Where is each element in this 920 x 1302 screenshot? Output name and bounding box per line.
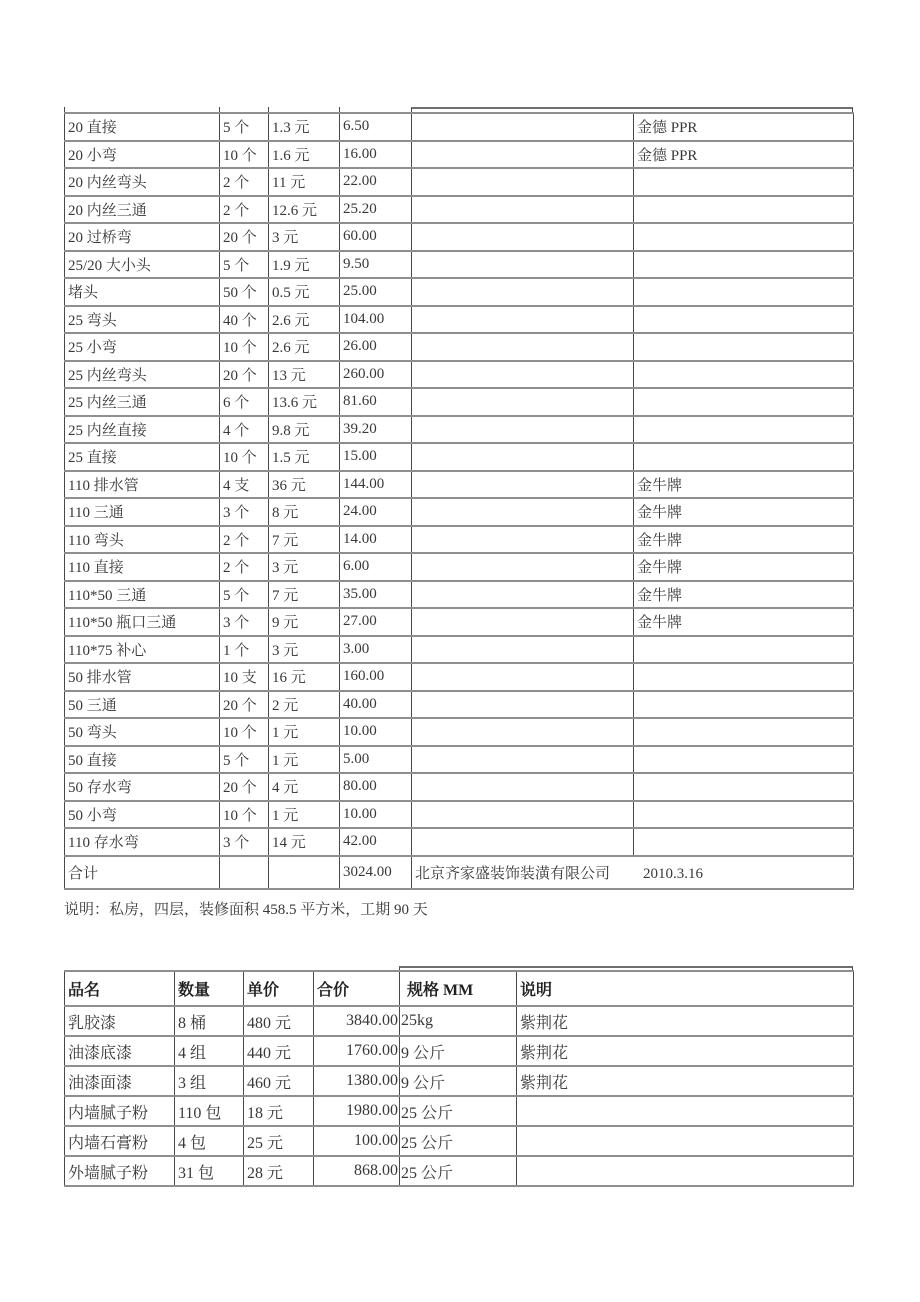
company-and-date-cell <box>412 856 854 889</box>
header-item-name: 品名 <box>65 971 175 1006</box>
cell-spec: 25 公斤 <box>400 1126 517 1156</box>
cell-item-name: 内墙石膏粉 <box>65 1126 175 1156</box>
cell-brand <box>634 306 854 334</box>
cell-quantity: 50 个 <box>220 278 269 306</box>
table-row <box>65 746 854 774</box>
cell-quantity: 6 个 <box>220 388 269 416</box>
table-row <box>65 1006 854 1036</box>
cell-quantity: 10 个 <box>220 333 269 361</box>
cell-quantity: 3 个 <box>220 828 269 856</box>
table-row <box>65 773 854 801</box>
cell-amount: 260.00 <box>340 361 412 389</box>
cell-brand <box>634 388 854 416</box>
cell-quantity: 2 个 <box>220 553 269 581</box>
cell-quantity: 3 个 <box>220 608 269 636</box>
cell-spec <box>412 113 634 141</box>
table-row <box>65 691 854 719</box>
table-row <box>65 526 854 554</box>
cell-spec <box>412 223 634 251</box>
cell-unit-price: 1 元 <box>269 718 340 746</box>
cell-spec <box>412 608 634 636</box>
table-row <box>65 168 854 196</box>
cell-item-name: 110 三通 <box>65 498 220 526</box>
cell-brand <box>634 801 854 829</box>
cell-amount: 22.00 <box>340 168 412 196</box>
cell-item-name: 25 弯头 <box>65 306 220 334</box>
cell-brand <box>634 773 854 801</box>
cell-unit-price: 1 元 <box>269 801 340 829</box>
cell-unit-price: 1.6 元 <box>269 141 340 169</box>
cell-spec: 9 公斤 <box>400 1066 517 1096</box>
cell-item-name: 油漆面漆 <box>65 1066 175 1096</box>
cell-item-name: 50 直接 <box>65 746 220 774</box>
cell-amount: 16.00 <box>340 141 412 169</box>
cell-unit-price: 9 元 <box>269 608 340 636</box>
cell-quantity: 2 个 <box>220 168 269 196</box>
table-row <box>65 361 854 389</box>
header-quantity: 数量 <box>175 971 244 1006</box>
total-amount: 3024.00 <box>340 856 412 889</box>
cell-unit-price: 36 元 <box>269 471 340 499</box>
header-amount: 合价 <box>314 971 400 1006</box>
cell-unit-price: 3 元 <box>269 223 340 251</box>
cell-spec: 25 公斤 <box>400 1156 517 1186</box>
cell-note: 紫荆花 <box>517 1006 854 1036</box>
cell-quantity: 20 个 <box>220 691 269 719</box>
cell-brand: 金牛牌 <box>634 471 854 499</box>
company-name: 北京齐家盛装饰装潢有限公司 <box>415 865 611 882</box>
cell-item-name: 50 排水管 <box>65 663 220 691</box>
cell-item-name: 25 内丝直接 <box>65 416 220 444</box>
cell-quantity: 10 支 <box>220 663 269 691</box>
cell-brand: 金牛牌 <box>634 526 854 554</box>
cell-unit-price: 440 元 <box>244 1036 314 1066</box>
table-row <box>65 718 854 746</box>
header-spec: 规格 MM <box>400 971 517 1006</box>
table-row <box>65 278 854 306</box>
cell-spec: 9 公斤 <box>400 1036 517 1066</box>
project-note: 说明：私房，四层，装修面积 458.5 平方米，工期 90 天 <box>64 902 428 918</box>
cell-item-name: 外墙腻子粉 <box>65 1156 175 1186</box>
cell-brand <box>634 636 854 664</box>
cell-amount: 25.20 <box>340 196 412 224</box>
cell-unit-price: 1.5 元 <box>269 443 340 471</box>
cell-brand <box>634 278 854 306</box>
cell-amount: 6.00 <box>340 553 412 581</box>
cell-quantity: 10 个 <box>220 141 269 169</box>
cell-brand <box>634 443 854 471</box>
cell-item-name: 50 存水弯 <box>65 773 220 801</box>
cell-item-name: 110 直接 <box>65 553 220 581</box>
cell-brand: 金牛牌 <box>634 498 854 526</box>
cell-brand: 金牛牌 <box>634 581 854 609</box>
cell-amount: 1380.00 <box>314 1066 400 1096</box>
cell-unit-price: 1 元 <box>269 746 340 774</box>
cell-item-name: 20 小弯 <box>65 141 220 169</box>
cell-amount: 9.50 <box>340 251 412 279</box>
cell-unit-price: 2.6 元 <box>269 333 340 361</box>
cell-quantity: 4 支 <box>220 471 269 499</box>
cell-unit-price: 480 元 <box>244 1006 314 1036</box>
cell-quantity: 5 个 <box>220 746 269 774</box>
cell-amount: 27.00 <box>340 608 412 636</box>
cell-spec <box>412 443 634 471</box>
cell-spec <box>412 581 634 609</box>
cell-brand <box>634 416 854 444</box>
cell-amount: 5.00 <box>340 746 412 774</box>
cell-item-name: 25 直接 <box>65 443 220 471</box>
cell-spec <box>412 553 634 581</box>
cell-amount: 35.00 <box>340 581 412 609</box>
cell-amount: 10.00 <box>340 718 412 746</box>
cell-item-name: 50 三通 <box>65 691 220 719</box>
header-unit-price: 单价 <box>244 971 314 1006</box>
cell-spec <box>412 388 634 416</box>
table-row <box>65 471 854 499</box>
cell-item-name: 25 小弯 <box>65 333 220 361</box>
cell-unit-price: 25 元 <box>244 1126 314 1156</box>
cell-quantity: 2 个 <box>220 196 269 224</box>
table-row <box>65 388 854 416</box>
cell-item-name: 25 内丝弯头 <box>65 361 220 389</box>
cell-amount: 1980.00 <box>314 1096 400 1126</box>
cell-item-name: 20 内丝三通 <box>65 196 220 224</box>
cell-brand: 金牛牌 <box>634 553 854 581</box>
table-row <box>65 828 854 856</box>
cell-unit-price: 13.6 元 <box>269 388 340 416</box>
table-row <box>65 306 854 334</box>
cell-spec <box>412 718 634 746</box>
table-row <box>65 1156 854 1186</box>
cell-brand: 金德 PPR <box>634 141 854 169</box>
cell-spec <box>412 361 634 389</box>
cell-spec <box>412 141 634 169</box>
table-row <box>65 1066 854 1096</box>
cell-item-name: 50 弯头 <box>65 718 220 746</box>
cell-amount: 1760.00 <box>314 1036 400 1066</box>
cell-amount: 3840.00 <box>314 1006 400 1036</box>
cell-quantity: 31 包 <box>175 1156 244 1186</box>
cell-quantity: 5 个 <box>220 113 269 141</box>
cell-quantity: 110 包 <box>175 1096 244 1126</box>
cell-item-name: 50 小弯 <box>65 801 220 829</box>
cell-brand <box>634 828 854 856</box>
cell-amount: 15.00 <box>340 443 412 471</box>
cell-amount: 60.00 <box>340 223 412 251</box>
cell-unit-price: 14 元 <box>269 828 340 856</box>
cell-unit-price: 1.9 元 <box>269 251 340 279</box>
cell-quantity: 3 组 <box>175 1066 244 1096</box>
cell-item-name: 20 直接 <box>65 113 220 141</box>
cell-unit-price: 4 元 <box>269 773 340 801</box>
cell-spec <box>412 636 634 664</box>
cell-item-name: 25 内丝三通 <box>65 388 220 416</box>
cell-spec <box>412 196 634 224</box>
cell-quantity: 20 个 <box>220 361 269 389</box>
cell-unit-price: 16 元 <box>269 663 340 691</box>
cell-spec <box>412 306 634 334</box>
cell-amount: 25.00 <box>340 278 412 306</box>
cell-unit-price: 1.3 元 <box>269 113 340 141</box>
cell-quantity: 10 个 <box>220 443 269 471</box>
table-row <box>65 223 854 251</box>
cell-unit-price: 11 元 <box>269 168 340 196</box>
table-row <box>65 801 854 829</box>
cell-amount: 24.00 <box>340 498 412 526</box>
cell-amount: 10.00 <box>340 801 412 829</box>
cell-amount: 26.00 <box>340 333 412 361</box>
cell-spec <box>412 333 634 361</box>
cell-item-name: 油漆底漆 <box>65 1036 175 1066</box>
cell-note <box>517 1156 854 1186</box>
table-row <box>65 141 854 169</box>
cell-amount: 40.00 <box>340 691 412 719</box>
paint-materials-table <box>64 970 854 1187</box>
table-row <box>65 663 854 691</box>
cell-item-name: 110*75 补心 <box>65 636 220 664</box>
cell-spec <box>412 251 634 279</box>
table-row <box>65 416 854 444</box>
cell-item-name: 20 内丝弯头 <box>65 168 220 196</box>
cell-unit-price: 2 元 <box>269 691 340 719</box>
cell-item-name: 110*50 瓶口三通 <box>65 608 220 636</box>
cell-quantity: 20 个 <box>220 773 269 801</box>
cell-brand <box>634 361 854 389</box>
cell-amount: 104.00 <box>340 306 412 334</box>
cell-spec <box>412 746 634 774</box>
cell-spec: 25kg <box>400 1006 517 1036</box>
cell-spec <box>412 773 634 801</box>
cell-item-name: 乳胶漆 <box>65 1006 175 1036</box>
table-row <box>65 333 854 361</box>
cell-quantity: 4 组 <box>175 1036 244 1066</box>
cell-item-name: 110 排水管 <box>65 471 220 499</box>
cell-spec <box>412 663 634 691</box>
cell-unit-price: 28 元 <box>244 1156 314 1186</box>
cell-quantity: 2 个 <box>220 526 269 554</box>
cell-quantity: 8 桶 <box>175 1006 244 1036</box>
cell-unit-price: 18 元 <box>244 1096 314 1126</box>
table-row <box>65 498 854 526</box>
cell-note <box>517 1096 854 1126</box>
cell-brand <box>634 223 854 251</box>
cell-quantity <box>220 856 269 889</box>
table-row <box>65 1096 854 1126</box>
cell-quantity: 5 个 <box>220 251 269 279</box>
cell-amount: 81.60 <box>340 388 412 416</box>
cell-quantity: 10 个 <box>220 801 269 829</box>
cell-spec <box>412 278 634 306</box>
cell-item-name: 110 弯头 <box>65 526 220 554</box>
cell-spec <box>412 526 634 554</box>
cell-spec <box>412 416 634 444</box>
cell-spec: 25 公斤 <box>400 1096 517 1126</box>
table-row <box>65 196 854 224</box>
total-row <box>65 856 854 889</box>
cell-quantity: 5 个 <box>220 581 269 609</box>
cell-note: 紫荆花 <box>517 1066 854 1096</box>
cell-spec <box>412 498 634 526</box>
plumbing-materials-table <box>64 112 854 890</box>
cell-unit-price: 7 元 <box>269 581 340 609</box>
cell-brand <box>634 333 854 361</box>
cell-amount: 868.00 <box>314 1156 400 1186</box>
table-row <box>65 581 854 609</box>
table-row <box>65 443 854 471</box>
cell-unit-price: 460 元 <box>244 1066 314 1096</box>
table-row <box>65 1036 854 1066</box>
cell-brand <box>634 196 854 224</box>
cell-quantity: 4 个 <box>220 416 269 444</box>
cell-item-name: 堵头 <box>65 278 220 306</box>
cell-quantity: 3 个 <box>220 498 269 526</box>
cell-amount: 39.20 <box>340 416 412 444</box>
cell-unit-price: 9.8 元 <box>269 416 340 444</box>
cell-item-name: 20 过桥弯 <box>65 223 220 251</box>
cell-item-name: 内墙腻子粉 <box>65 1096 175 1126</box>
cell-brand: 金德 PPR <box>634 113 854 141</box>
cell-quantity: 40 个 <box>220 306 269 334</box>
table-row <box>65 1126 854 1156</box>
cell-spec <box>412 471 634 499</box>
total-label: 合计 <box>65 856 220 889</box>
cell-unit-price: 3 元 <box>269 636 340 664</box>
cell-unit-price: 2.6 元 <box>269 306 340 334</box>
cell-amount: 42.00 <box>340 828 412 856</box>
cell-brand <box>634 718 854 746</box>
cell-item-name: 110*50 三通 <box>65 581 220 609</box>
cell-unit-price: 3 元 <box>269 553 340 581</box>
table-row <box>65 251 854 279</box>
table-row <box>65 553 854 581</box>
cell-amount: 160.00 <box>340 663 412 691</box>
cell-amount: 100.00 <box>314 1126 400 1156</box>
cell-unit-price: 12.6 元 <box>269 196 340 224</box>
invoice-date: 2010.3.16 <box>643 865 703 882</box>
cell-amount: 14.00 <box>340 526 412 554</box>
table-row <box>65 113 854 141</box>
table-row <box>65 636 854 664</box>
cell-quantity: 20 个 <box>220 223 269 251</box>
cell-note <box>517 1126 854 1156</box>
cell-item-name: 25/20 大小头 <box>65 251 220 279</box>
cell-item-name: 110 存水弯 <box>65 828 220 856</box>
cell-quantity: 4 包 <box>175 1126 244 1156</box>
cell-spec <box>412 828 634 856</box>
cell-brand <box>634 691 854 719</box>
header-note: 说明 <box>517 971 854 1006</box>
table-header-row <box>65 971 854 1006</box>
cell-unit-price: 7 元 <box>269 526 340 554</box>
cell-unit-price: 13 元 <box>269 361 340 389</box>
cell-brand <box>634 251 854 279</box>
cell-brand: 金牛牌 <box>634 608 854 636</box>
cell-amount: 80.00 <box>340 773 412 801</box>
cell-brand <box>634 168 854 196</box>
cell-spec <box>412 691 634 719</box>
cell-brand <box>634 663 854 691</box>
cell-note: 紫荆花 <box>517 1036 854 1066</box>
cell-unit-price: 0.5 元 <box>269 278 340 306</box>
cell-spec <box>412 801 634 829</box>
cell-amount: 6.50 <box>340 113 412 141</box>
cell-unit-price: 8 元 <box>269 498 340 526</box>
table-row <box>65 608 854 636</box>
cell-brand <box>634 746 854 774</box>
cell-amount: 144.00 <box>340 471 412 499</box>
cell-quantity: 10 个 <box>220 718 269 746</box>
cell-quantity: 1 个 <box>220 636 269 664</box>
cell-spec <box>412 168 634 196</box>
cell-unit-price <box>269 856 340 889</box>
cell-amount: 3.00 <box>340 636 412 664</box>
